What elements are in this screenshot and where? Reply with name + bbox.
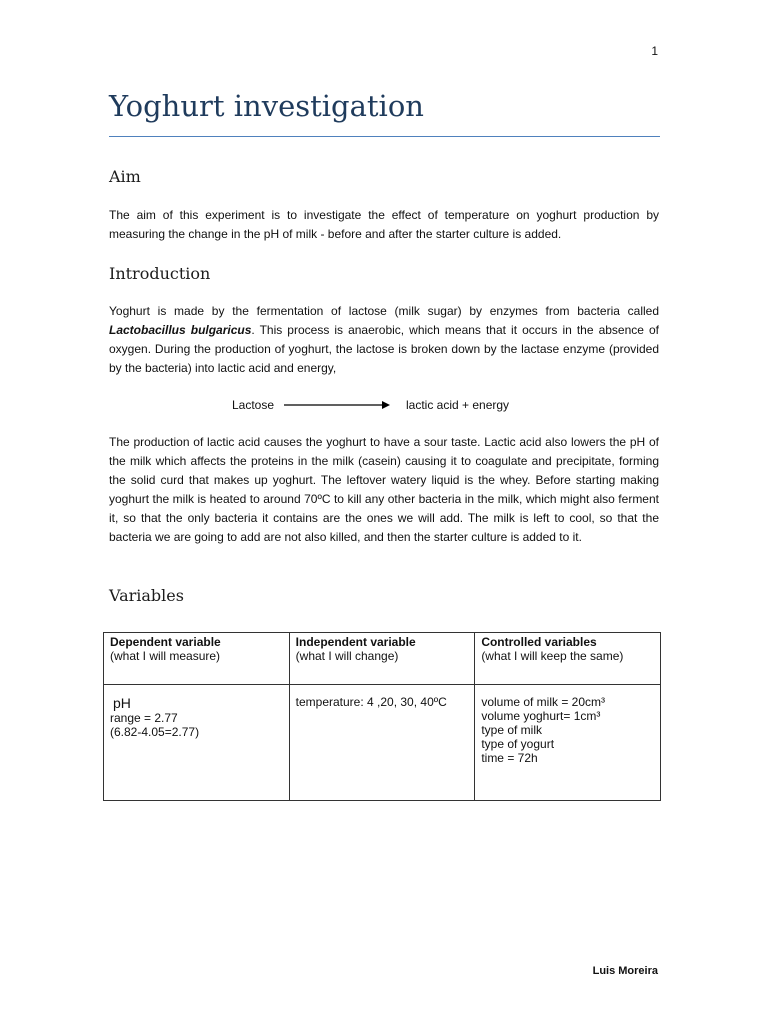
controlled-item: volume of milk = 20cm³	[481, 695, 606, 709]
dependent-header-cell	[104, 633, 290, 685]
introduction-heading: Introduction	[109, 264, 211, 283]
dependent-variable-subtitle: (what I will measure)	[110, 649, 221, 663]
variables-table	[103, 632, 661, 801]
dependent-value-cell	[104, 685, 290, 801]
document-title: Yoghurt investigation	[109, 86, 660, 137]
table-body-row	[104, 685, 661, 801]
reaction-equation	[0, 396, 768, 416]
aim-heading: Aim	[109, 167, 141, 186]
right-arrow-icon	[284, 399, 392, 411]
introduction-paragraph-2: The production of lactic acid causes the yoghurt to have a sour taste. Lactic acid also lowers the pH of the milk which affects the proteins in the milk (casein) causing it to coagulate and precipitate, forming the solid curd that makes up yoghurt. The leftover watery liquid is the whey. Before starting making yoghurt the milk is heated to around 70ºC to kill any other bacteria in the milk, which might also ferment it, so that the only bacteria it contains are the ones we will add. The milk is left to cool, so that the bacteria we are going to add are not also killed, and then the starter culture is added to it.	[109, 435, 659, 544]
table-header-row	[104, 633, 661, 685]
controlled-variables-subtitle: (what I will keep the same)	[481, 649, 624, 663]
controlled-header-cell	[475, 633, 661, 685]
independent-variable-temperatures: temperature: 4 ,20, 30, 40ºC	[295, 695, 447, 709]
bacteria-species-name: Lactobacillus bulgaricus	[109, 323, 252, 337]
author-footer: Luis Moreira	[592, 965, 658, 977]
intro-text-end: . This process is anaerobic, which means that it occurs in the absence of oxygen. During the production of yoghurt, the lactose is broken down by the lactase enzyme (provided by the bacteria) into lactic acid and energy,	[109, 323, 659, 375]
dependent-variable-title: Dependent variable	[110, 635, 221, 649]
variables-heading: Variables	[109, 586, 184, 605]
introduction-paragraph-1	[109, 302, 659, 378]
dependent-variable-calculation: (6.82-4.05=2.77)	[110, 725, 200, 739]
intro-text-start: Yoghurt is made by the fermentation of lactose (milk sugar) by enzymes from bacteria called	[109, 304, 659, 318]
controlled-item: type of milk	[481, 723, 542, 737]
independent-value-cell	[289, 685, 475, 801]
aim-text: The aim of this experiment is to investigate the effect of temperature on yoghurt production by measuring the change in the pH of milk - before and after the starter culture is added.	[109, 208, 659, 241]
controlled-item: volume yoghurt= 1cm³	[481, 709, 601, 723]
controlled-item: type of yogurt	[481, 737, 555, 751]
controlled-item: time = 72h	[481, 751, 538, 765]
equation-products: lactic acid + energy	[406, 398, 510, 412]
equation-reactant: Lactose	[232, 398, 275, 412]
controlled-variables-title: Controlled variables	[481, 635, 597, 649]
page-number: 1	[651, 44, 658, 58]
dependent-variable-range: range = 2.77	[110, 711, 178, 725]
dependent-variable-name: pH	[113, 695, 131, 711]
independent-header-cell	[289, 633, 475, 685]
independent-variable-title: Independent variable	[295, 635, 416, 649]
controlled-value-cell	[475, 685, 661, 801]
independent-variable-subtitle: (what I will change)	[295, 649, 399, 663]
